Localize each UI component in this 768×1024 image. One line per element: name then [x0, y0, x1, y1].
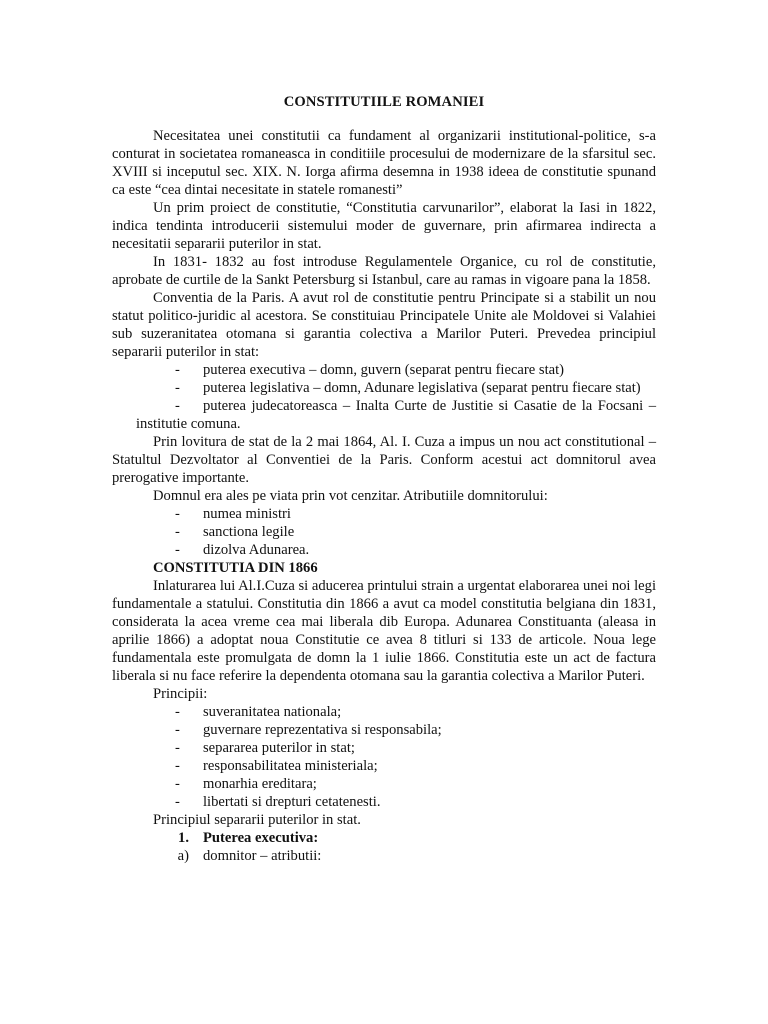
- list-item-text: puterea judecatoreasca – Inalta Curte de Justitie si Casatie de la Focsani – institutie comuna.: [136, 398, 656, 432]
- list-item-text: monarhia ereditara;: [203, 776, 317, 792]
- list-item-principle: [112, 703, 656, 721]
- dash-bullet: -: [175, 524, 180, 540]
- document-title: CONSTITUTIILE ROMANIEI: [283, 94, 485, 110]
- numbered-item-executive: [112, 829, 656, 847]
- list-item-principle: [112, 739, 656, 757]
- list-item-text: puterea executiva – domn, guvern (separat pentru fiecare stat): [203, 362, 565, 378]
- dash-bullet: -: [175, 758, 180, 774]
- paragraph-intro: Necesitatea unei constitutii ca fundament al organizarii institutional-politice, s-a conturat in societatea romaneasca in conditiile procesului de modernizare de la sfarsitul sec. XVIII si inceputul sec. XIX. N. Iorga afirma desemna in 1938 ideea de constitutie spunand ca este “cea dintai necesitate in statele romanesti”: [112, 128, 656, 198]
- list-item-text: dizolva Adunarea.: [203, 542, 310, 558]
- list-item-text: numea ministri: [203, 506, 291, 522]
- dash-bullet: -: [175, 722, 180, 738]
- paragraph-regulamente: In 1831- 1832 au fost introduse Regulamentele Organice, cu rol de constitutie, aprobate de curtile de la Sankt Petersburg si Istanbul, care au ramas in vigoare pana la 1858.: [112, 254, 656, 288]
- principles-label: Principii:: [153, 686, 208, 702]
- list-item-principle: [112, 775, 656, 793]
- dash-bullet: -: [175, 794, 180, 810]
- numbered-item-text: Puterea executiva:: [203, 830, 319, 846]
- dash-bullet: -: [175, 398, 180, 414]
- list-item-duty: [112, 523, 656, 541]
- list-item-text: separarea puterilor in stat;: [203, 740, 355, 756]
- paragraph-lovitura: Prin lovitura de stat de la 2 mai 1864, Al. I. Cuza a impus un nou act constitutional – Statultul Dezvoltator al Conventiei de la Paris. Conform acestui act domnitorul avea prerogative importante.: [112, 434, 656, 486]
- list-number: 1.: [178, 830, 189, 846]
- list-item-power-executive: [112, 361, 656, 379]
- list-item-power-judicial: [112, 397, 656, 433]
- list-item-principle: [112, 721, 656, 739]
- dash-bullet: -: [175, 704, 180, 720]
- dash-bullet: -: [175, 380, 180, 396]
- list-item-principle: [112, 757, 656, 775]
- lettered-item-domnitor: [112, 847, 656, 865]
- lettered-item-text: domnitor – atributii:: [203, 848, 322, 864]
- list-item-principle: [112, 793, 656, 811]
- list-item-text: responsabilitatea ministeriala;: [203, 758, 378, 774]
- paragraph-domn: Domnul era ales pe viata prin vot cenzitar. Atributiile domnitorului:: [153, 488, 548, 504]
- list-item-text: suveranitatea nationala;: [203, 704, 342, 720]
- list-item-text: puterea legislativa – domn, Adunare legislativa (separat pentru fiecare stat): [203, 380, 641, 396]
- list-letter: a): [177, 848, 189, 864]
- list-item-power-legislative: [112, 379, 656, 397]
- list-item-text: libertati si drepturi cetatenesti.: [203, 794, 381, 810]
- paragraph-separation: Principiul separarii puterilor in stat.: [153, 812, 361, 828]
- dash-bullet: -: [175, 740, 180, 756]
- list-item-text: guvernare reprezentativa si responsabila;: [203, 722, 442, 738]
- paragraph-conventia: Conventia de la Paris. A avut rol de constitutie pentru Principate si a stabilit un nou statut politico-juridic al acestora. Se constituiau Principatele Unite ale Moldovei si Valahiei sub suzeranitatea otomana si garantia colectiva a Marilor Puteri. Prevedea principiul separarii puterilor in stat:: [112, 290, 656, 360]
- dash-bullet: -: [175, 362, 180, 378]
- dash-bullet: -: [175, 506, 180, 522]
- document-body: [112, 127, 656, 865]
- list-item-duty: [112, 505, 656, 523]
- dash-bullet: -: [175, 542, 180, 558]
- section-heading-1866: CONSTITUTIA DIN 1866: [153, 560, 318, 576]
- list-item-text: sanctiona legile: [203, 524, 295, 540]
- dash-bullet: -: [175, 776, 180, 792]
- paragraph-carvunari: Un prim proiect de constitutie, “Constitutia carvunarilor”, elaborat la Iasi in 1822, indica tendinta introducerii sistemului moder de guvernare, prin afirmarea indirecta a necesitatii separarii puterilor in stat.: [112, 200, 656, 252]
- list-item-duty: [112, 541, 656, 559]
- paragraph-1866: Inlaturarea lui Al.I.Cuza si aducerea printului strain a urgentat elaborarea unei noi legi fundamentale a statului. Constitutia din 1866 a avut ca model constitutia belgiana din 1831, considerata la acea vreme cea mai liberala dib Europa. Adunarea Constituanta (aleasa in aprilie 1866) a adoptat noua Constitutie ce avea 8 titluri si 133 de articole. Noua lege fundamentala este promulgata de domn la 1 iulie 1866. Constitutia este un act de factura liberala si nu face referire la dependenta otomana sau la garantia colectiva a Marilor Puteri.: [112, 578, 657, 684]
